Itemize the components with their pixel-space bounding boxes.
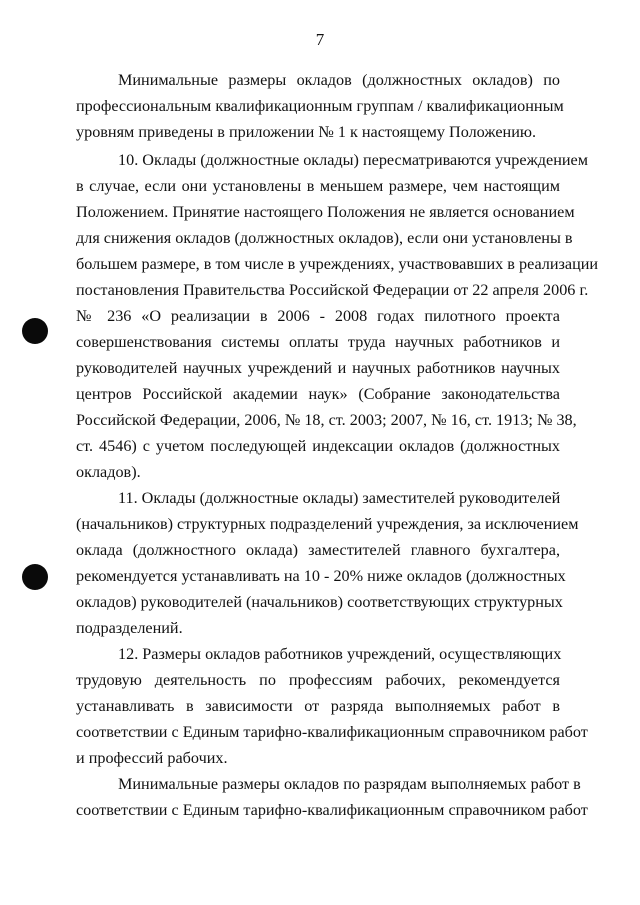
text-line: ст. 4546) с учетом последующей индексации окладов (должностных [76, 437, 560, 455]
text-line: центров Российской академии наук» (Собрание законодательства [76, 385, 560, 403]
text-line: для снижения окладов (должностных окладов), если они установлены в [76, 229, 573, 247]
text-line: соответствии с Единым тарифно-квалификационным справочником работ [76, 723, 588, 741]
text-line: Минимальные размеры окладов (должностных окладов) по [118, 71, 560, 89]
text-line: и профессий рабочих. [76, 749, 228, 767]
text-line: 11. Оклады (должностные оклады) заместителей руководителей [118, 489, 561, 507]
page-number: 7 [315, 30, 325, 49]
text-line: большем размере, в том числе в учреждениях, участвовавших в реализации [76, 255, 599, 273]
text-line: соответствии с Единым тарифно-квалификационным справочником работ [76, 801, 588, 819]
text-line: № 236 «О реализации в 2006 - 2008 годах пилотного проекта [76, 307, 560, 325]
text-line: окладов). [76, 463, 141, 481]
text-line: Минимальные размеры окладов по разрядам выполняемых работ в [118, 775, 581, 793]
text-line: трудовую деятельность по профессиям рабочих, рекомендуется [76, 671, 560, 689]
text-line: 10. Оклады (должностные оклады) пересматриваются учреждением [118, 151, 588, 169]
text-line: уровням приведены в приложении № 1 к настоящему Положению. [76, 123, 536, 141]
text-line: совершенствования системы оплаты труда научных работников и [76, 333, 560, 351]
text-line: в случае, если они установлены в меньшем размере, чем настоящим [76, 177, 560, 195]
text-line: постановления Правительства Российской Федерации от 22 апреля 2006 г. [76, 281, 589, 299]
text-line: устанавливать в зависимости от разряда выполняемых работ в [76, 697, 560, 715]
text-line: профессиональным квалификационным группам / квалификационным [76, 97, 564, 115]
punch-hole-top [22, 318, 48, 344]
text-line: Российской Федерации, 2006, № 18, ст. 2003; 2007, № 16, ст. 1913; № 38, [76, 411, 577, 429]
text-line: оклада (должностного оклада) заместителей главного бухгалтера, [76, 541, 560, 559]
text-line: Положением. Принятие настоящего Положения не является основанием [76, 203, 575, 221]
text-line: рекомендуется устанавливать на 10 - 20% ниже окладов (должностных [76, 567, 566, 585]
text-line: руководителей научных учреждений и научных работников научных [76, 359, 560, 377]
text-line: 12. Размеры окладов работников учреждений, осуществляющих [118, 645, 562, 663]
punch-hole-bottom [22, 564, 48, 590]
text-line: окладов) руководителей (начальников) соответствующих структурных [76, 593, 563, 611]
text-line: (начальников) структурных подразделений учреждения, за исключением [76, 515, 579, 533]
text-line: подразделений. [76, 619, 183, 637]
